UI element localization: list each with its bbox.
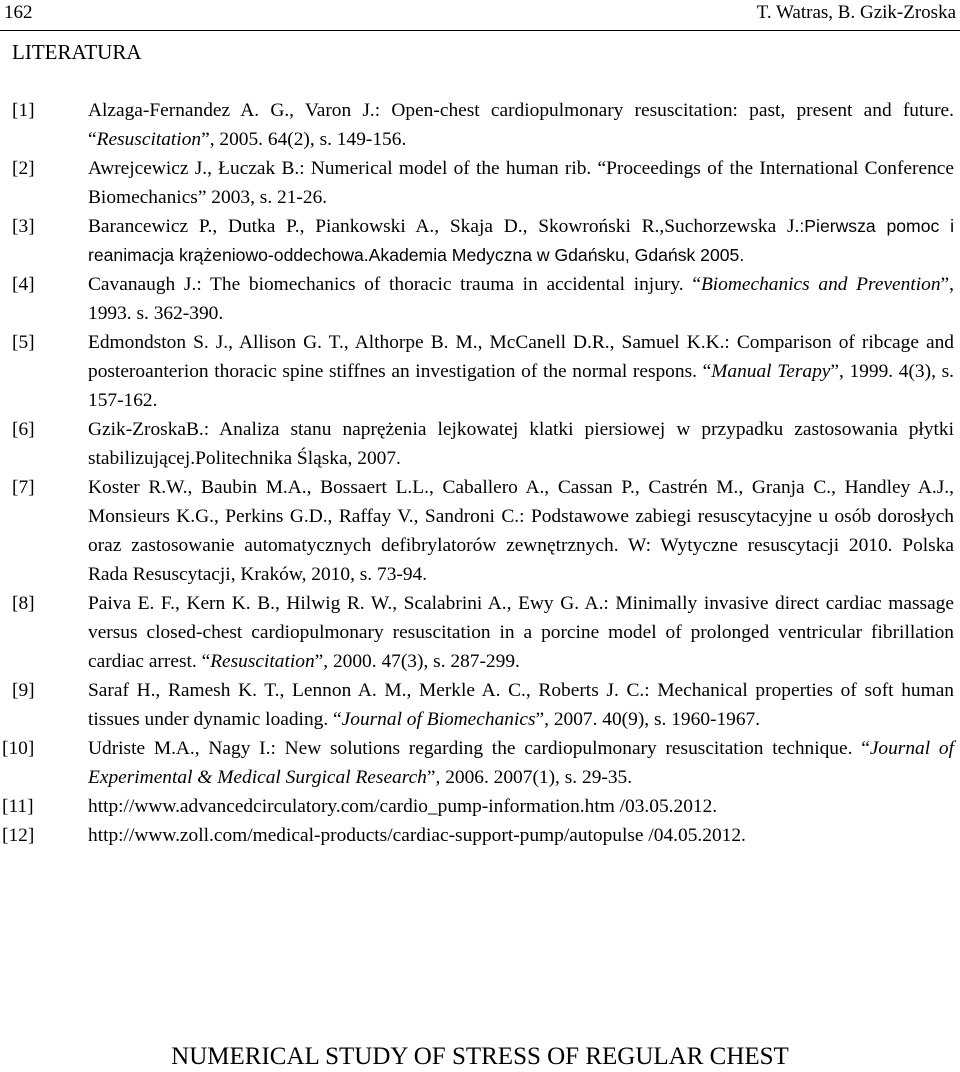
reference-text-segment: ”, 2006. 2007(1), s. 29-35. xyxy=(426,767,633,788)
reference-text-segment: ”, 2000. 47(3), s. 287-299. xyxy=(314,651,520,672)
reference-text-segment: ”, 2005. 64(2), s. 149-156. xyxy=(201,129,407,150)
reference-number: [7] xyxy=(12,477,35,498)
reference-text-segment: Alzaga-Fernandez A. G., Varon J.: Open-chest cardiopulmonary resuscitation: past, present and future. “ xyxy=(88,100,954,150)
reference-source-title: Manual Terapy xyxy=(711,361,831,382)
reference-text-segment: http://www.zoll.com/medical-products/cardiac-support-pump/autopulse /04.05.2012. xyxy=(88,825,746,846)
reference-number: [1] xyxy=(12,100,35,121)
reference-text-segment: ”, 2007. 40(9), s. 1960-1967. xyxy=(535,709,761,730)
reference-number: [3] xyxy=(12,216,35,237)
reference-source-title: Journal of Experimental & Medical Surgical Research xyxy=(88,738,954,788)
reference-text xyxy=(88,792,954,821)
reference-text xyxy=(88,212,954,270)
reference-number: [6] xyxy=(12,419,35,440)
reference-number: [10] xyxy=(2,738,35,759)
reference-text-segment: http://www.advancedcirculatory.com/cardio_pump-information.htm /03.05.2012. xyxy=(88,796,718,817)
reference-text-segment: Edmondston S. J., Allison G. T., Althorpe B. M., McCanell D.R., Samuel K.K.: Comparison of ribcage and posteroanterion thoracic spine stiffnes an investigation of the normal respons. “ xyxy=(88,332,954,382)
reference-text xyxy=(88,415,954,473)
section-title: LITERATURA xyxy=(12,40,142,64)
reference-number: [5] xyxy=(12,332,35,353)
reference-text-segment: Paiva E. F., Kern K. B., Hilwig R. W., Scalabrini A., Ewy G. A.: Minimally invasive direct cardiac massage versus closed-chest cardiopulmonary resuscitation in a porcine model of prolonged ventricular fibrillation cardiac arrest. “ xyxy=(88,593,954,672)
reference-text xyxy=(88,734,954,792)
reference-text xyxy=(88,676,954,734)
reference-text-segment: Barancewicz P., Dutka P., Piankowski A., Skaja D., Skowroński R.,Suchorzewska J. xyxy=(88,216,800,237)
reference-text-segment: Cavanaugh J.: The biomechanics of thoracic trauma in accidental injury. “ xyxy=(88,274,701,295)
reference-text-segment: Koster R.W., Baubin M.A., Bossaert L.L., Caballero A., Cassan P., Castrén M., Granja C., Handley A.J., Monsieurs K.G., Perkins G.D., Raffay V., Sandroni C.: Podstawowe zabiegi resuscytacyjne u osób dorosłych oraz zastosowanie automatycznych defibrylatorów zewnętrznych. W: Wytyczne resuscytacji 2010. Polska Rada Resuscytacji, Kraków, 2010, s. 73-94. xyxy=(88,477,954,585)
reference-text-segment: ”, 1993. s. 362-390. xyxy=(88,274,954,324)
reference-number: [4] xyxy=(12,274,35,295)
reference-item xyxy=(0,734,960,792)
reference-number: [11] xyxy=(2,796,34,817)
reference-text-segment: Awrejcewicz J., Łuczak B.: Numerical model of the human rib. “Proceedings of the International Conference Biomechanics” 2003, s. 21-26. xyxy=(88,158,954,208)
reference-item xyxy=(0,676,960,734)
reference-text-segment: Gzik-ZroskaB.: Analiza stanu naprężenia lejkowatej klatki piersiowej w przypadku zastosowania płytki stabilizującej.Politechnika Śląska, 2007. xyxy=(88,419,954,469)
reference-item xyxy=(0,96,960,154)
page-header xyxy=(0,0,960,31)
reference-item xyxy=(0,415,960,473)
reference-text xyxy=(88,154,954,212)
reference-number: [9] xyxy=(12,680,35,701)
reference-number: [2] xyxy=(12,158,35,179)
reference-item xyxy=(0,792,960,821)
reference-item xyxy=(0,589,960,676)
reference-source-title: Resuscitation xyxy=(96,129,202,150)
reference-text xyxy=(88,96,954,154)
reference-text xyxy=(88,589,954,676)
reference-item xyxy=(0,270,960,328)
reference-text-segment: ”, 1999. 4(3), s. 157-162. xyxy=(88,361,954,411)
reference-text-segment: :Pierwsza pomoc i reanimacja krążeniowo-oddechowa.Akademia Medyczna w Gdańsku, Gdańsk 2005. xyxy=(88,216,954,265)
reference-item xyxy=(0,328,960,415)
reference-item xyxy=(0,212,960,270)
next-article-title: NUMERICAL STUDY OF STRESS OF REGULAR CHEST xyxy=(171,1043,789,1070)
reference-text xyxy=(88,328,954,415)
reference-item xyxy=(0,473,960,589)
reference-source-title: Biomechanics and Prevention xyxy=(700,274,941,295)
reference-source-title: Resuscitation xyxy=(210,651,315,672)
reference-text xyxy=(88,821,954,850)
reference-source-title: Journal of Biomechanics xyxy=(341,709,536,730)
reference-number: [12] xyxy=(2,825,35,846)
reference-text xyxy=(88,270,954,328)
running-header-authors: T. Watras, B. Gzik-Zroska xyxy=(756,2,956,23)
page-number: 162 xyxy=(4,2,33,23)
reference-item xyxy=(0,821,960,850)
reference-list xyxy=(0,96,960,850)
reference-text-segment: Udriste M.A., Nagy I.: New solutions regarding the cardiopulmonary resuscitation technique. “ xyxy=(88,738,870,759)
reference-number: [8] xyxy=(12,593,35,614)
reference-text-segment: Saraf H., Ramesh K. T., Lennon A. M., Merkle A. C., Roberts J. C.: Mechanical properties of soft human tissues under dynamic loading. “ xyxy=(88,680,954,730)
reference-text xyxy=(88,473,954,589)
reference-item xyxy=(0,154,960,212)
